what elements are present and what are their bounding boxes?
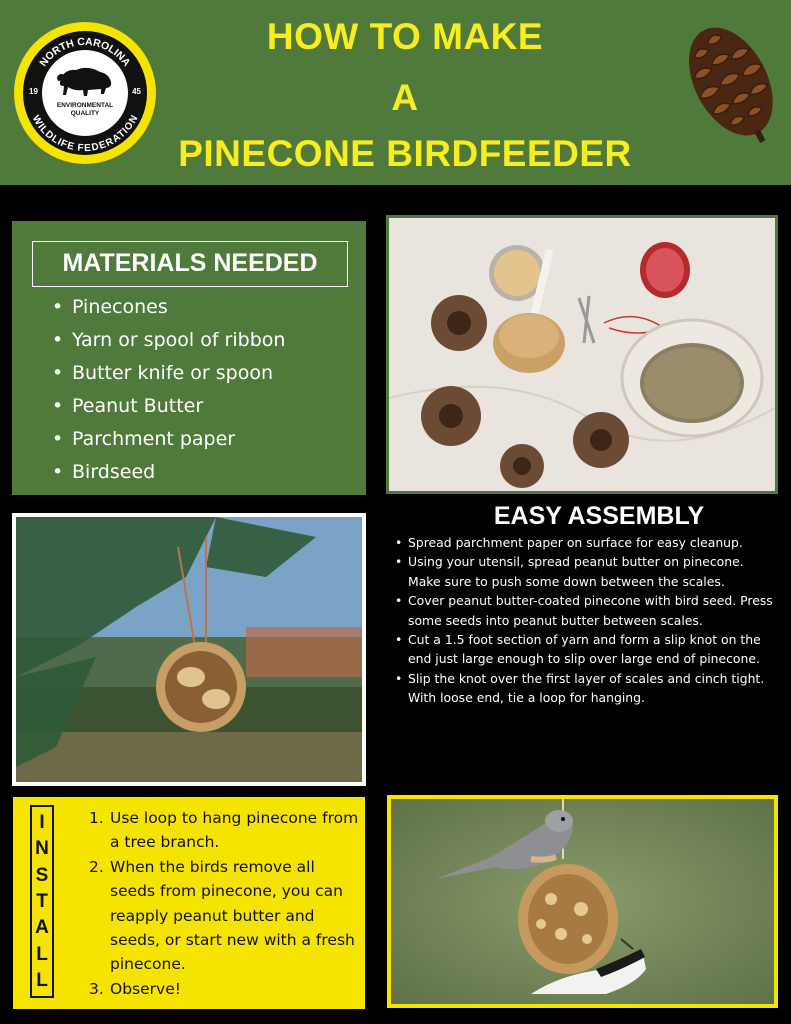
material-item: • Peanut Butter [52, 390, 285, 423]
materials-photo-illustration [389, 218, 775, 491]
title-line-1: HOW TO MAKE [266, 16, 544, 57]
hanging-feeder-photo [12, 513, 366, 786]
install-vertical-label: I N S T A L L [30, 805, 54, 998]
install-step: 3. Observe! [89, 979, 181, 998]
assembly-step: • Cut a 1.5 foot section of yarn and form a slip knot on the end just large enough to slip over large end of pinecone. [393, 630, 779, 669]
birds-feeding-photo [387, 795, 778, 1008]
install-step: 2. When the birds remove all seeds from pinecone, you can reapply peanut butter and seeds, or start new with a fresh pinecone. [89, 857, 355, 974]
logo-year-left: 19 [29, 87, 38, 96]
birds-feeding-illustration [391, 799, 774, 1004]
material-item: • Yarn or spool of ribbon [52, 324, 285, 357]
material-item: • Butter knife or spoon [52, 357, 285, 390]
assembly-steps [393, 533, 779, 708]
assembly-step: • Using your utensil, spread peanut butter on pinecone. Make sure to push some down between the scales. [393, 552, 779, 591]
materials-title: MATERIALS NEEDED [32, 241, 348, 287]
title-line-2: A [391, 77, 419, 118]
assembly-title: EASY ASSEMBLY [493, 502, 705, 530]
title-line-3: PINECONE BIRDFEEDER [178, 133, 632, 174]
logo-center-text: ENVIRONMENTAL QUALITY [56, 102, 114, 117]
materials-panel [12, 221, 366, 495]
material-item: • Birdseed [52, 456, 285, 489]
bison-icon [54, 64, 116, 102]
material-item: • Pinecones [52, 291, 285, 324]
logo-year-right: 45 [132, 87, 141, 96]
logo-bottom-text: WILDLIFE FEDERATION [29, 113, 141, 155]
install-panel [13, 797, 365, 1009]
materials-list [52, 291, 285, 489]
assembly-step: • Cover peanut butter-coated pinecone with bird seed. Press some seeds into peanut butter between scales. [393, 591, 779, 630]
materials-photo [386, 215, 778, 494]
install-step: 1. Use loop to hang pinecone from a tree branch. [89, 809, 359, 852]
material-item: • Parchment paper [52, 423, 285, 456]
hanging-feeder-illustration [16, 517, 362, 782]
logo-center [42, 50, 128, 136]
install-steps [91, 806, 361, 1001]
header-banner [0, 0, 791, 185]
logo-top-text: NORTH CAROLINA [37, 35, 133, 69]
assembly-step: • Slip the knot over the first layer of scales and cinch tight. With loose end, tie a loop for hanging. [393, 669, 779, 708]
assembly-step: • Spread parchment paper on surface for easy cleanup. [393, 533, 779, 552]
pinecone-illustration [668, 4, 790, 152]
